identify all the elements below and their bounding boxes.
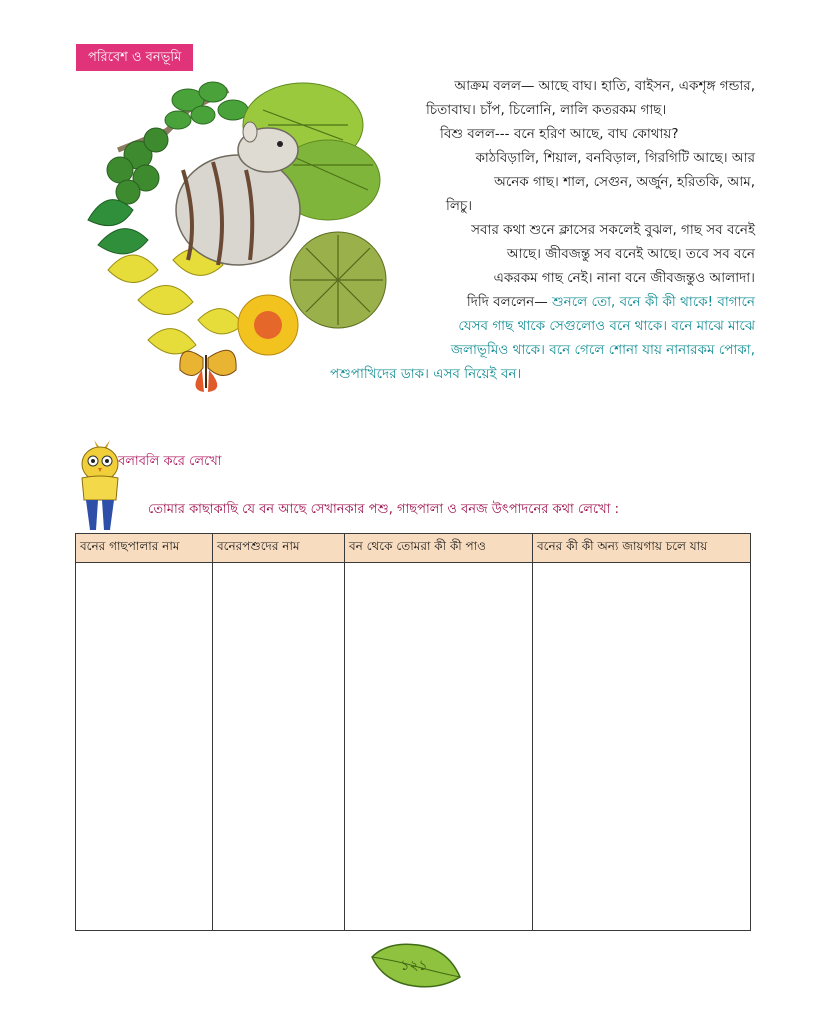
story-line: সবার কথা শুনে ক্লাসের সকলেই বুঝল, গাছ সব বনেই <box>471 222 755 238</box>
chapter-badge: পরিবেশ ও বনভূমি <box>76 44 193 71</box>
activity-table <box>75 533 751 931</box>
story-line: একরকম গাছ নেই। নানা বনে জীবজন্তুও আলাদা। <box>493 270 755 286</box>
didi-line: পশুপাখিদের ডাক। এসব নিয়েই বন। <box>330 366 522 382</box>
story-text <box>330 74 755 386</box>
owl-mascot-icon <box>76 438 124 532</box>
didi-line: শুনলে তো, বনে কী কী থাকে! বাগানে <box>552 294 755 310</box>
answer-cell-products[interactable] <box>345 563 533 931</box>
story-line: আক্রম বলল— আছে বাঘ। হাতি, বাইসন, একশৃঙ্গ গন্ডার, <box>454 78 755 94</box>
didi-line: জলাভূমিও থাকে। বনে গেলে শোনা যায় নানারকম পোকা, <box>450 342 755 358</box>
story-line: আছে। জীবজন্তু সব বনেই আছে। তবে সব বনে <box>506 246 755 262</box>
story-line: বিশু বলল--- বনে হরিণ আছে, বাঘ কোথায়? <box>440 126 679 142</box>
column-header: বন থেকে তোমরা কী কী পাও <box>345 534 533 563</box>
story-line: অনেক গাছ। শাল, সেগুন, অর্জুন, হরিতকি, আম, <box>494 174 755 190</box>
answer-cell-animals[interactable] <box>213 563 345 931</box>
answer-cell-exports[interactable] <box>533 563 751 931</box>
story-line: চিতাবাঘ। চাঁপ, চিলোনি, লালি কতরকম গাছ। <box>426 102 667 118</box>
didi-line: যেসব গাছ থাকে সেগুলোও বনে থাকে। বনে মাঝে মাঝে <box>458 318 755 334</box>
story-line: কাঠবিড়ালি, শিয়াল, বনবিড়াল, গিরগিটি আছে। আর <box>475 150 755 166</box>
activity-instruction: তোমার কাছাকাছি যে বন আছে সেখানকার পশু, গাছপালা ও বনজ উৎপাদনের কথা লেখো : <box>148 502 619 517</box>
column-header: বনেরপশুদের নাম <box>213 534 345 563</box>
page-number: ১২১ <box>400 958 428 974</box>
answer-cell-trees[interactable] <box>76 563 213 931</box>
didi-intro: দিদি বললেন— <box>466 294 548 310</box>
activity-title: বলাবলি করে লেখো <box>118 454 222 469</box>
story-line: লিচু। <box>446 198 473 214</box>
column-header: বনের কী কী অন্য জায়গায় চলে যায় <box>533 534 751 563</box>
column-header: বনের গাছপালার নাম <box>76 534 213 563</box>
